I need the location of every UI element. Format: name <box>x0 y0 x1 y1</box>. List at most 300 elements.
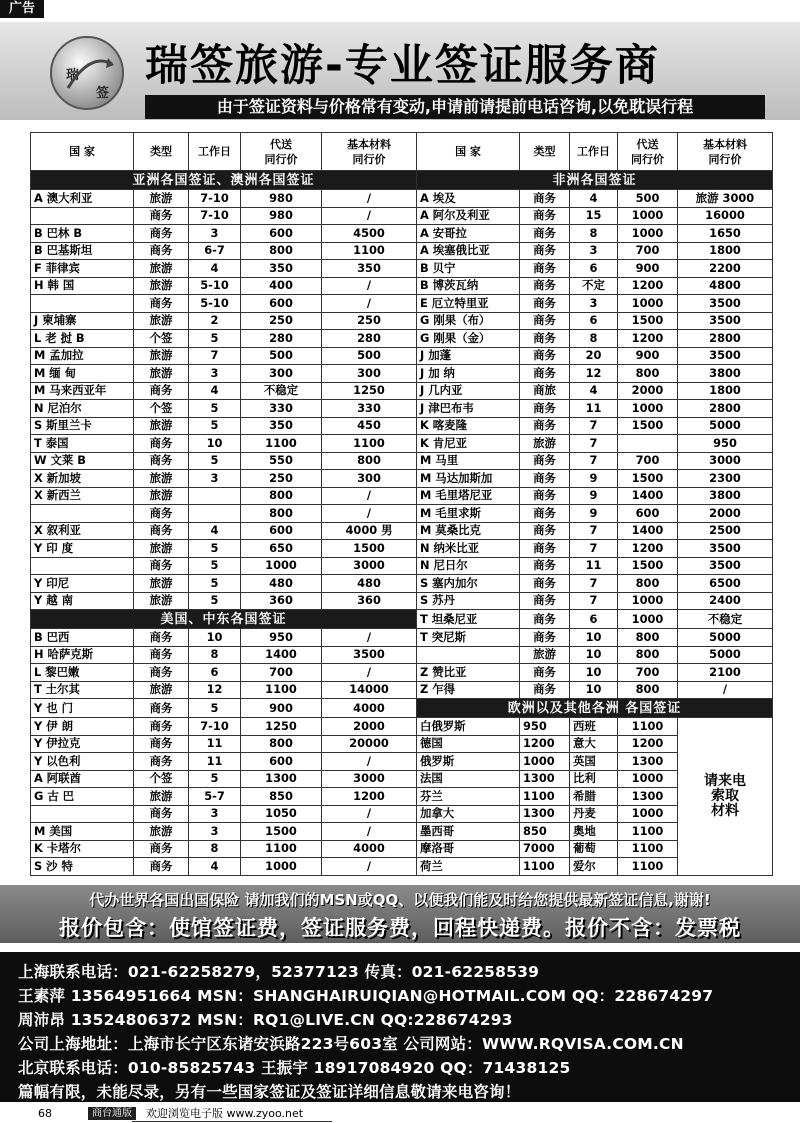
right-workdays-cell: 9 <box>570 487 618 505</box>
left-type-cell: 商务 <box>134 664 189 682</box>
right-workdays-cell: 6 <box>570 610 618 629</box>
header-subtitle: 由于签证资料与价格常有变动,申请前请提前电话咨询,以免耽误行程 <box>145 95 765 119</box>
europe-country-cell: 葡萄 <box>570 840 618 858</box>
left-material-cell: / <box>322 823 417 841</box>
europe-price-cell: 1300 <box>520 770 570 788</box>
left-price-cell: 360 <box>241 592 322 610</box>
europe-price-cell: 1100 <box>618 858 678 876</box>
header-type: 类型 <box>134 133 189 171</box>
page-title: 瑞签旅游-专业签证服务商 <box>145 41 660 91</box>
right-material-cell: 3800 <box>678 487 773 505</box>
right-workdays-cell: 3 <box>570 295 618 313</box>
right-workdays-cell: 7 <box>570 575 618 593</box>
left-type-cell: 旅游 <box>134 312 189 330</box>
europe-country-cell: 爱尔 <box>570 858 618 876</box>
right-workdays-cell: 8 <box>570 330 618 348</box>
contact-line-2: 王素萍 13564951664 MSN：SHANGHAIRUIQIAN@HOTMAIL.COM QQ：228674297 <box>18 987 714 1005</box>
europe-price-cell: 1100 <box>618 840 678 858</box>
right-type-cell: 商务 <box>520 330 570 348</box>
left-country-cell: W 文莱 B <box>31 452 134 470</box>
right-material-cell: 3500 <box>678 540 773 558</box>
europe-country-cell: 俄罗斯 <box>417 753 520 771</box>
left-workdays-cell: 4 <box>189 260 241 278</box>
right-material-cell: 2200 <box>678 260 773 278</box>
right-price-cell: 900 <box>618 260 678 278</box>
left-country-cell: A 阿联酋 <box>31 770 134 788</box>
left-country-cell: Y 以色利 <box>31 753 134 771</box>
right-type-cell: 商务 <box>520 225 570 243</box>
right-country-cell: J 加 纳 <box>417 365 520 383</box>
left-price-cell: 1250 <box>241 718 322 736</box>
left-country-cell: F 菲律宾 <box>31 260 134 278</box>
left-material-cell: 3000 <box>322 770 417 788</box>
left-material-cell: 2000 <box>322 718 417 736</box>
left-material-cell: / <box>322 295 417 313</box>
right-workdays-cell: 6 <box>570 260 618 278</box>
right-type-cell: 商务 <box>520 681 570 699</box>
table-row <box>31 400 773 418</box>
right-country-cell: J 几内亚 <box>417 382 520 400</box>
left-material-cell: / <box>322 505 417 523</box>
table-row <box>31 664 773 682</box>
right-country-cell <box>417 646 520 664</box>
left-workdays-cell: 5 <box>189 699 241 718</box>
table-row <box>31 225 773 243</box>
left-price-cell: 250 <box>241 312 322 330</box>
right-material-cell: / <box>678 681 773 699</box>
left-type-cell: 旅游 <box>134 470 189 488</box>
right-material-cell: 2300 <box>678 470 773 488</box>
right-price-cell: 1000 <box>618 610 678 629</box>
left-country-cell <box>31 207 134 225</box>
right-material-cell: 5000 <box>678 629 773 647</box>
right-workdays-cell: 9 <box>570 470 618 488</box>
left-material-cell: 14000 <box>322 681 417 699</box>
left-workdays-cell: 5 <box>189 452 241 470</box>
europe-price-cell: 1000 <box>618 770 678 788</box>
right-material-cell: 旅游 3000 <box>678 190 773 208</box>
left-price-cell: 600 <box>241 225 322 243</box>
left-price-cell: 550 <box>241 452 322 470</box>
right-type-cell: 商务 <box>520 592 570 610</box>
right-type-cell: 商务 <box>520 452 570 470</box>
europe-price-cell: 1100 <box>520 788 570 806</box>
right-country-cell: Z 乍得 <box>417 681 520 699</box>
table-row <box>31 629 773 647</box>
section-row <box>31 171 773 190</box>
left-material-cell: 300 <box>322 470 417 488</box>
right-material-cell: 2500 <box>678 522 773 540</box>
left-country-cell: X 叙利亚 <box>31 522 134 540</box>
europe-country-cell: 荷兰 <box>417 858 520 876</box>
left-type-cell: 旅游 <box>134 277 189 295</box>
banner-line-2: 报价包含：使馆签证费，签证服务费，回程快递费。报价不含：发票税 <box>59 916 741 940</box>
left-type-cell: 商务 <box>134 699 189 718</box>
right-country-cell: T 突尼斯 <box>417 629 520 647</box>
logo-char-left: 瑞 <box>66 68 80 83</box>
left-workdays-cell: 7-10 <box>189 207 241 225</box>
table-row <box>31 242 773 260</box>
left-material-cell: 20000 <box>322 735 417 753</box>
table-row <box>31 365 773 383</box>
left-material-cell: / <box>322 190 417 208</box>
left-country-cell: J 柬埔寨 <box>31 312 134 330</box>
left-material-cell: 3000 <box>322 557 417 575</box>
table-row <box>31 646 773 664</box>
left-price-cell: 980 <box>241 207 322 225</box>
right-type-cell: 商旅 <box>520 382 570 400</box>
left-workdays-cell: 5-10 <box>189 295 241 313</box>
right-country-cell: M 莫桑比克 <box>417 522 520 540</box>
left-price-cell: 700 <box>241 664 322 682</box>
europe-note-line: 请来电 <box>704 772 746 789</box>
right-workdays-cell: 10 <box>570 681 618 699</box>
left-price-cell: 1100 <box>241 435 322 453</box>
right-material-cell: 3000 <box>678 452 773 470</box>
europe-country-cell: 德国 <box>417 735 520 753</box>
left-price-cell: 800 <box>241 735 322 753</box>
europe-country-cell: 白俄罗斯 <box>417 718 520 736</box>
left-type-cell: 旅游 <box>134 592 189 610</box>
table-header-row <box>31 133 773 171</box>
right-material-cell: 2800 <box>678 330 773 348</box>
left-material-cell: / <box>322 277 417 295</box>
left-price-cell: 400 <box>241 277 322 295</box>
left-material-cell: / <box>322 664 417 682</box>
left-country-cell: Y 印尼 <box>31 575 134 593</box>
right-workdays-cell: 不定 <box>570 277 618 295</box>
right-type-cell: 商务 <box>520 540 570 558</box>
right-type-cell: 商务 <box>520 207 570 225</box>
right-material-cell: 2100 <box>678 664 773 682</box>
header <box>0 22 800 120</box>
right-material-cell: 2800 <box>678 400 773 418</box>
contact-line-5: 北京联系电话：010-85825743 王振宇 18917084920 QQ：71438125 <box>18 1059 571 1077</box>
europe-price-cell: 7000 <box>520 840 570 858</box>
right-workdays-cell: 6 <box>570 312 618 330</box>
right-country-cell: T 坦桑尼亚 <box>417 610 520 629</box>
right-type-cell: 商务 <box>520 557 570 575</box>
table-row <box>31 770 773 788</box>
left-country-cell: M 孟加拉 <box>31 347 134 365</box>
left-type-cell: 商务 <box>134 435 189 453</box>
left-workdays-cell: 3 <box>189 365 241 383</box>
left-price-cell: 1100 <box>241 840 322 858</box>
right-type-cell: 商务 <box>520 417 570 435</box>
right-material-cell: 3800 <box>678 365 773 383</box>
europe-price-cell: 850 <box>520 823 570 841</box>
section-asia: 亚洲各国签证、澳洲各国签证 <box>31 171 417 190</box>
right-price-cell: 1500 <box>618 470 678 488</box>
left-workdays-cell: 5 <box>189 400 241 418</box>
left-price-cell: 600 <box>241 295 322 313</box>
left-workdays-cell: 5-10 <box>189 277 241 295</box>
right-type-cell: 商务 <box>520 260 570 278</box>
table-row <box>31 312 773 330</box>
right-price-cell: 1500 <box>618 312 678 330</box>
right-type-cell: 商务 <box>520 629 570 647</box>
right-country-cell: M 毛里塔尼亚 <box>417 487 520 505</box>
right-material-cell: 1650 <box>678 225 773 243</box>
left-country-cell <box>31 557 134 575</box>
right-price-cell: 1000 <box>618 207 678 225</box>
right-workdays-cell: 7 <box>570 435 618 453</box>
left-workdays-cell: 11 <box>189 753 241 771</box>
right-price-cell: 600 <box>618 505 678 523</box>
table-row <box>31 681 773 699</box>
section-africa: 非洲各国签证 <box>417 171 773 190</box>
left-workdays-cell: 5 <box>189 557 241 575</box>
right-type-cell: 商务 <box>520 312 570 330</box>
left-country-cell: G 古 巴 <box>31 788 134 806</box>
right-material-cell: 3500 <box>678 312 773 330</box>
europe-price-cell: 1300 <box>520 805 570 823</box>
right-price-cell: 500 <box>618 190 678 208</box>
right-type-cell: 商务 <box>520 487 570 505</box>
left-country-cell: H 哈萨克斯 <box>31 646 134 664</box>
left-price-cell: 1300 <box>241 770 322 788</box>
right-country-cell: J 津巴布韦 <box>417 400 520 418</box>
europe-price-cell: 1200 <box>618 735 678 753</box>
left-workdays-cell: 5 <box>189 330 241 348</box>
right-type-cell: 商务 <box>520 470 570 488</box>
left-price-cell: 1400 <box>241 646 322 664</box>
left-material-cell: 4500 <box>322 225 417 243</box>
left-country-cell: H 韩 国 <box>31 277 134 295</box>
right-type-cell: 商务 <box>520 190 570 208</box>
header-price: 代送 同行价 <box>241 133 322 171</box>
left-workdays-cell: 2 <box>189 312 241 330</box>
right-price-cell: 1000 <box>618 592 678 610</box>
right-workdays-cell: 7 <box>570 592 618 610</box>
right-country-cell: N 尼日尔 <box>417 557 520 575</box>
right-material-cell: 2000 <box>678 505 773 523</box>
table-row <box>31 788 773 806</box>
right-type-cell: 旅游 <box>520 646 570 664</box>
logo-char-right: 签 <box>96 86 110 101</box>
left-workdays-cell: 10 <box>189 435 241 453</box>
left-material-cell: 250 <box>322 312 417 330</box>
left-type-cell: 商务 <box>134 629 189 647</box>
left-workdays-cell: 6-7 <box>189 242 241 260</box>
left-workdays-cell: 5 <box>189 575 241 593</box>
swoosh-icon <box>62 48 116 102</box>
europe-country-cell: 比利 <box>570 770 618 788</box>
europe-price-cell: 1000 <box>618 805 678 823</box>
header-country: 国 家 <box>31 133 134 171</box>
left-material-cell: 1100 <box>322 435 417 453</box>
right-workdays-cell: 15 <box>570 207 618 225</box>
right-price-cell: 2000 <box>618 382 678 400</box>
left-workdays-cell: 8 <box>189 646 241 664</box>
table-row <box>31 522 773 540</box>
left-type-cell: 旅游 <box>134 260 189 278</box>
header-type: 类型 <box>520 133 570 171</box>
right-price-cell: 1000 <box>618 225 678 243</box>
europe-country-cell: 摩洛哥 <box>417 840 520 858</box>
right-workdays-cell: 11 <box>570 400 618 418</box>
left-price-cell: 不稳定 <box>241 382 322 400</box>
left-material-cell: 4000 <box>322 699 417 718</box>
left-price-cell: 330 <box>241 400 322 418</box>
table-row <box>31 540 773 558</box>
left-type-cell: 商务 <box>134 522 189 540</box>
left-price-cell: 850 <box>241 788 322 806</box>
right-price-cell: 700 <box>618 242 678 260</box>
right-workdays-cell: 7 <box>570 452 618 470</box>
left-type-cell: 商务 <box>134 505 189 523</box>
right-workdays-cell: 20 <box>570 347 618 365</box>
left-price-cell: 480 <box>241 575 322 593</box>
europe-price-cell: 1000 <box>520 753 570 771</box>
left-price-cell: 1100 <box>241 681 322 699</box>
table-row <box>31 470 773 488</box>
left-price-cell: 800 <box>241 487 322 505</box>
right-price-cell: 800 <box>618 681 678 699</box>
left-country-cell <box>31 805 134 823</box>
table-row <box>31 753 773 771</box>
left-country-cell: M 美国 <box>31 823 134 841</box>
table-row <box>31 805 773 823</box>
left-type-cell: 旅游 <box>134 681 189 699</box>
right-material-cell: 2400 <box>678 592 773 610</box>
right-workdays-cell: 4 <box>570 190 618 208</box>
visa-price-table <box>30 132 773 876</box>
left-price-cell: 1050 <box>241 805 322 823</box>
left-country-cell: Y 印 度 <box>31 540 134 558</box>
left-type-cell: 旅游 <box>134 365 189 383</box>
left-workdays-cell: 11 <box>189 735 241 753</box>
left-workdays-cell <box>189 487 241 505</box>
table-row <box>31 735 773 753</box>
right-country-cell: M 马里 <box>417 452 520 470</box>
header-price: 代送 同行价 <box>618 133 678 171</box>
right-price-cell: 1000 <box>618 295 678 313</box>
right-country-cell: B 贝宁 <box>417 260 520 278</box>
left-country-cell: Y 伊 朗 <box>31 718 134 736</box>
right-material-cell: 16000 <box>678 207 773 225</box>
banner-line-1: 代办世界各国出国保险 请加我们的MSN或QQ、以便我们能及时给您提供最新签证信息,谢谢! <box>89 891 711 909</box>
table-row <box>31 207 773 225</box>
left-type-cell: 商务 <box>134 452 189 470</box>
left-price-cell: 800 <box>241 505 322 523</box>
right-type-cell: 商务 <box>520 522 570 540</box>
europe-country-cell: 墨西哥 <box>417 823 520 841</box>
right-workdays-cell: 3 <box>570 242 618 260</box>
left-country-cell: T 泰国 <box>31 435 134 453</box>
footer-divider <box>132 1121 332 1122</box>
header-material: 基本材料 同行价 <box>322 133 417 171</box>
right-price-cell: 1500 <box>618 417 678 435</box>
right-country-cell: K 喀麦隆 <box>417 417 520 435</box>
table-row <box>31 858 773 876</box>
left-workdays-cell: 3 <box>189 823 241 841</box>
europe-price-cell: 950 <box>520 718 570 736</box>
right-country-cell: N 纳米比亚 <box>417 540 520 558</box>
left-type-cell: 旅游 <box>134 575 189 593</box>
europe-note-cell <box>678 718 773 876</box>
header-material: 基本材料 同行价 <box>678 133 773 171</box>
left-country-cell: N 尼泊尔 <box>31 400 134 418</box>
left-country-cell <box>31 295 134 313</box>
left-price-cell: 500 <box>241 347 322 365</box>
table-row <box>31 277 773 295</box>
right-workdays-cell: 11 <box>570 557 618 575</box>
right-type-cell: 商务 <box>520 505 570 523</box>
table-row <box>31 190 773 208</box>
table-row <box>31 435 773 453</box>
europe-price-cell: 1100 <box>618 823 678 841</box>
footer <box>0 1104 800 1123</box>
table-row <box>31 452 773 470</box>
right-workdays-cell: 9 <box>570 505 618 523</box>
europe-price-cell: 1100 <box>520 858 570 876</box>
right-price-cell: 1500 <box>618 557 678 575</box>
left-country-cell: K 卡塔尔 <box>31 840 134 858</box>
right-material-cell: 5000 <box>678 646 773 664</box>
right-country-cell: S 苏丹 <box>417 592 520 610</box>
right-workdays-cell: 12 <box>570 365 618 383</box>
left-country-cell: Y 伊拉克 <box>31 735 134 753</box>
left-material-cell: 800 <box>322 452 417 470</box>
left-type-cell: 旅游 <box>134 823 189 841</box>
europe-price-cell: 1300 <box>618 753 678 771</box>
table-row <box>31 575 773 593</box>
ad-tag: 广告 <box>0 0 44 18</box>
left-material-cell: 300 <box>322 365 417 383</box>
footer-url: 欢迎浏览电子版 www.zyoo.net <box>146 1107 304 1120</box>
right-country-cell: K 肯尼亚 <box>417 435 520 453</box>
left-type-cell: 旅游 <box>134 417 189 435</box>
right-country-cell: E 厄立特里亚 <box>417 295 520 313</box>
left-material-cell: 1100 <box>322 242 417 260</box>
left-country-cell: T 土尔其 <box>31 681 134 699</box>
right-workdays-cell: 10 <box>570 664 618 682</box>
left-material-cell: 500 <box>322 347 417 365</box>
left-price-cell: 600 <box>241 522 322 540</box>
europe-price-cell: 1100 <box>618 718 678 736</box>
left-workdays-cell: 3 <box>189 470 241 488</box>
right-price-cell: 700 <box>618 452 678 470</box>
left-type-cell: 个签 <box>134 770 189 788</box>
europe-note-line: 索取 <box>711 787 739 804</box>
right-country-cell: G 刚果（金） <box>417 330 520 348</box>
right-price-cell: 900 <box>618 347 678 365</box>
europe-country-cell: 意大 <box>570 735 618 753</box>
europe-price-cell: 1300 <box>618 788 678 806</box>
table-row <box>31 417 773 435</box>
left-price-cell: 350 <box>241 417 322 435</box>
header-workdays: 工作日 <box>189 133 241 171</box>
left-type-cell: 商务 <box>134 557 189 575</box>
europe-country-cell: 西班 <box>570 718 618 736</box>
left-type-cell: 商务 <box>134 735 189 753</box>
left-price-cell: 900 <box>241 699 322 718</box>
left-material-cell: 450 <box>322 417 417 435</box>
left-workdays-cell: 7-10 <box>189 190 241 208</box>
right-workdays-cell: 4 <box>570 382 618 400</box>
europe-country-cell: 丹麦 <box>570 805 618 823</box>
left-type-cell: 旅游 <box>134 190 189 208</box>
edition-badge: 商台通版 <box>88 1107 136 1120</box>
left-type-cell: 商务 <box>134 225 189 243</box>
right-material-cell: 1800 <box>678 382 773 400</box>
left-type-cell: 商务 <box>134 382 189 400</box>
right-workdays-cell: 7 <box>570 417 618 435</box>
table-row <box>31 505 773 523</box>
europe-country-cell: 奥地 <box>570 823 618 841</box>
left-type-cell: 个签 <box>134 330 189 348</box>
